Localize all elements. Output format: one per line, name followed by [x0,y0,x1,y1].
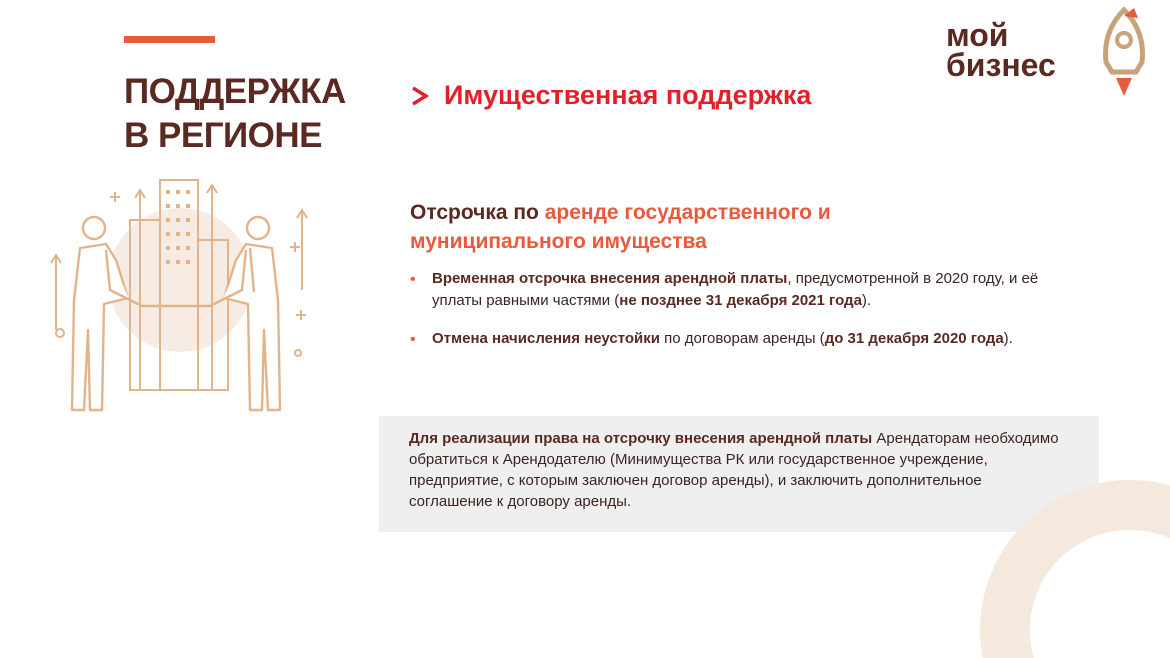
bullet-text: , предусмотренной в 2020 году, и её уплаты равными частями ( [432,270,1039,309]
list-item [410,268,1040,312]
accent-bar [124,36,215,43]
logo-line1: мой [946,17,1009,53]
list-item [410,328,1040,350]
subheading-prefix: Отсрочка по [410,201,545,224]
arrow-right-icon [410,85,430,107]
info-box-text: Арендаторам необходимо обратиться к Арендодателю (Минимущества РК или государственное учреждение, предприятие, с которым заключен договор аренды), и заключить дополнительное соглашение к договору аренды. [409,430,1059,510]
bullet-bold-date: не позднее 31 декабря 2021 года [619,291,862,309]
page-title [124,70,384,158]
bullet-bold: Временная отсрочка внесения арендной платы [432,270,788,287]
rocket-pin-icon [1098,6,1150,98]
page-title-line1: ПОДДЕРЖКА [124,72,346,111]
section-heading-text: Имущественная поддержка [444,80,812,110]
bullet-bold: Отмена начисления неустойки [432,329,660,347]
subheading [410,198,880,257]
section-heading [410,80,811,111]
business-handshake-illustration [40,170,320,425]
bullet-end: ). [1003,329,1013,347]
bullet-list [410,268,1040,365]
bullet-bold-date: до 31 декабря 2020 года [824,329,1004,347]
bullet-end: ). [861,291,872,309]
bullet-text: по договорам аренды ( [659,329,825,347]
brand-logo [946,6,1156,101]
info-box-bold: Для реализации права на отсрочку внесения арендной платы [409,430,873,447]
logo-line2: бизнес [946,47,1056,84]
subheading-highlight: аренде государственного и муниципального имущества [410,201,831,254]
page-title-line2: В РЕГИОНЕ [124,115,323,155]
decorative-ring [960,470,1170,658]
